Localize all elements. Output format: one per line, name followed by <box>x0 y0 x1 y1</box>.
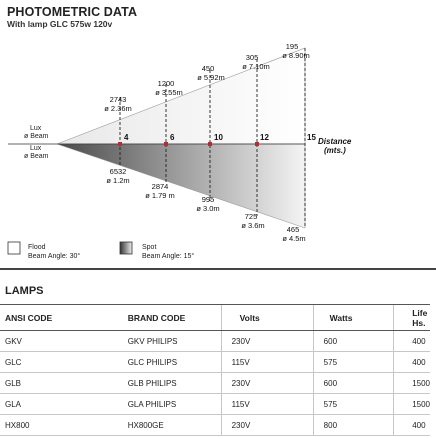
watts-cell: 575 <box>313 394 394 415</box>
watts-cell: 575 <box>313 352 394 373</box>
table-row <box>0 331 430 352</box>
lamps-header-row <box>0 305 430 331</box>
ansi-cell: GLB <box>0 373 120 394</box>
axis-marker <box>118 142 122 146</box>
brand-cell: GLB PHILIPS <box>120 373 221 394</box>
volts-cell: 230V <box>221 331 313 352</box>
spot-lux-6: 2874 <box>151 182 169 191</box>
distance-10: 10 <box>214 133 223 142</box>
spot-beam-6: ø 1.79 m <box>145 191 175 200</box>
table-row <box>0 373 430 394</box>
spot-lux-4: 6532 <box>109 167 127 176</box>
watts-cell: 800 <box>313 415 394 436</box>
lux-label-flood: Lux <box>30 125 42 132</box>
life-cell: 1500 <box>394 373 430 394</box>
col-volts: Volts <box>221 305 313 331</box>
brand-cell: GLC PHILIPS <box>120 352 221 373</box>
distance-axis-unit: (mts.) <box>324 146 346 155</box>
flood-lux-4: 2743 <box>109 95 127 104</box>
spot-legend-swatch <box>120 242 132 254</box>
life-cell: 400 <box>394 415 430 436</box>
spot-legend-label: Spot <box>142 244 157 251</box>
spot-lux-12: 725 <box>244 212 258 221</box>
lamps-table <box>0 304 430 436</box>
life-cell: 400 <box>394 352 430 373</box>
col-life-hours: Life Hs. <box>394 305 430 331</box>
table-row <box>0 415 430 436</box>
volts-cell: 115V <box>221 352 313 373</box>
ansi-cell: GKV <box>0 331 120 352</box>
spot-beam-12: ø 3.6m <box>241 221 265 230</box>
ansi-cell: GLA <box>0 394 120 415</box>
spot-lux-15: 465 <box>286 225 300 234</box>
page-title: PHOTOMETRIC DATA <box>7 5 138 19</box>
distance-4: 4 <box>124 133 129 142</box>
col-brand-code: BRAND CODE <box>120 305 221 331</box>
brand-cell: GKV PHILIPS <box>120 331 221 352</box>
axis-marker <box>255 142 259 146</box>
volts-cell: 230V <box>221 373 313 394</box>
distance-15: 15 <box>307 133 316 142</box>
flood-beam-10: ø 5.92m <box>197 73 225 82</box>
col-watts: Watts <box>313 305 394 331</box>
distance-12: 12 <box>260 133 269 142</box>
flood-legend-angle: Beam Angle: 30° <box>28 253 81 260</box>
life-cell: 400 <box>394 331 430 352</box>
section-divider <box>0 268 436 270</box>
distance-axis-label: Distance <box>318 137 352 146</box>
table-row <box>0 394 430 415</box>
spot-beam-4: ø 1.2m <box>106 176 130 185</box>
flood-lux-10: 450 <box>201 64 215 73</box>
spot-beam-15: ø 4.5m <box>282 234 306 243</box>
distance-6: 6 <box>170 133 175 142</box>
flood-lux-15: 195 <box>285 42 299 51</box>
flood-beam-15: ø 8.90m <box>282 51 310 60</box>
volts-cell: 230V <box>221 415 313 436</box>
flood-beam-12: ø 7.10m <box>242 62 270 71</box>
life-cell: 1500 <box>394 394 430 415</box>
spot-cone <box>57 144 305 228</box>
spot-beam-10: ø 3.0m <box>196 204 220 213</box>
axis-marker <box>208 142 212 146</box>
beam-label-spot: ø Beam <box>24 153 49 160</box>
spot-lux-10: 995 <box>201 195 215 204</box>
page-subtitle: With lamp GLC 575w 120v <box>7 19 113 29</box>
spot-legend-angle: Beam Angle: 15° <box>142 253 195 260</box>
volts-cell: 115V <box>221 394 313 415</box>
watts-cell: 600 <box>313 331 394 352</box>
brand-cell: HX800GE <box>120 415 221 436</box>
ansi-cell: GLC <box>0 352 120 373</box>
flood-lux-6: 1200 <box>157 79 175 88</box>
flood-beam-6: ø 3.55m <box>155 88 183 97</box>
lamps-section-title: LAMPS <box>5 285 44 297</box>
watts-cell: 600 <box>313 373 394 394</box>
photometric-diagram <box>0 36 436 268</box>
beam-label-flood: ø Beam <box>24 133 49 140</box>
table-row <box>0 352 430 373</box>
flood-legend-swatch <box>8 242 20 254</box>
brand-cell: GLA PHILIPS <box>120 394 221 415</box>
ansi-cell: HX800 <box>0 415 120 436</box>
flood-legend-label: Flood <box>28 244 46 251</box>
flood-beam-4: ø 2.36m <box>104 104 132 113</box>
col-ansi-code: ANSI CODE <box>0 305 120 331</box>
lux-label-spot: Lux <box>30 145 42 152</box>
axis-marker <box>164 142 168 146</box>
flood-lux-12: 305 <box>245 53 259 62</box>
